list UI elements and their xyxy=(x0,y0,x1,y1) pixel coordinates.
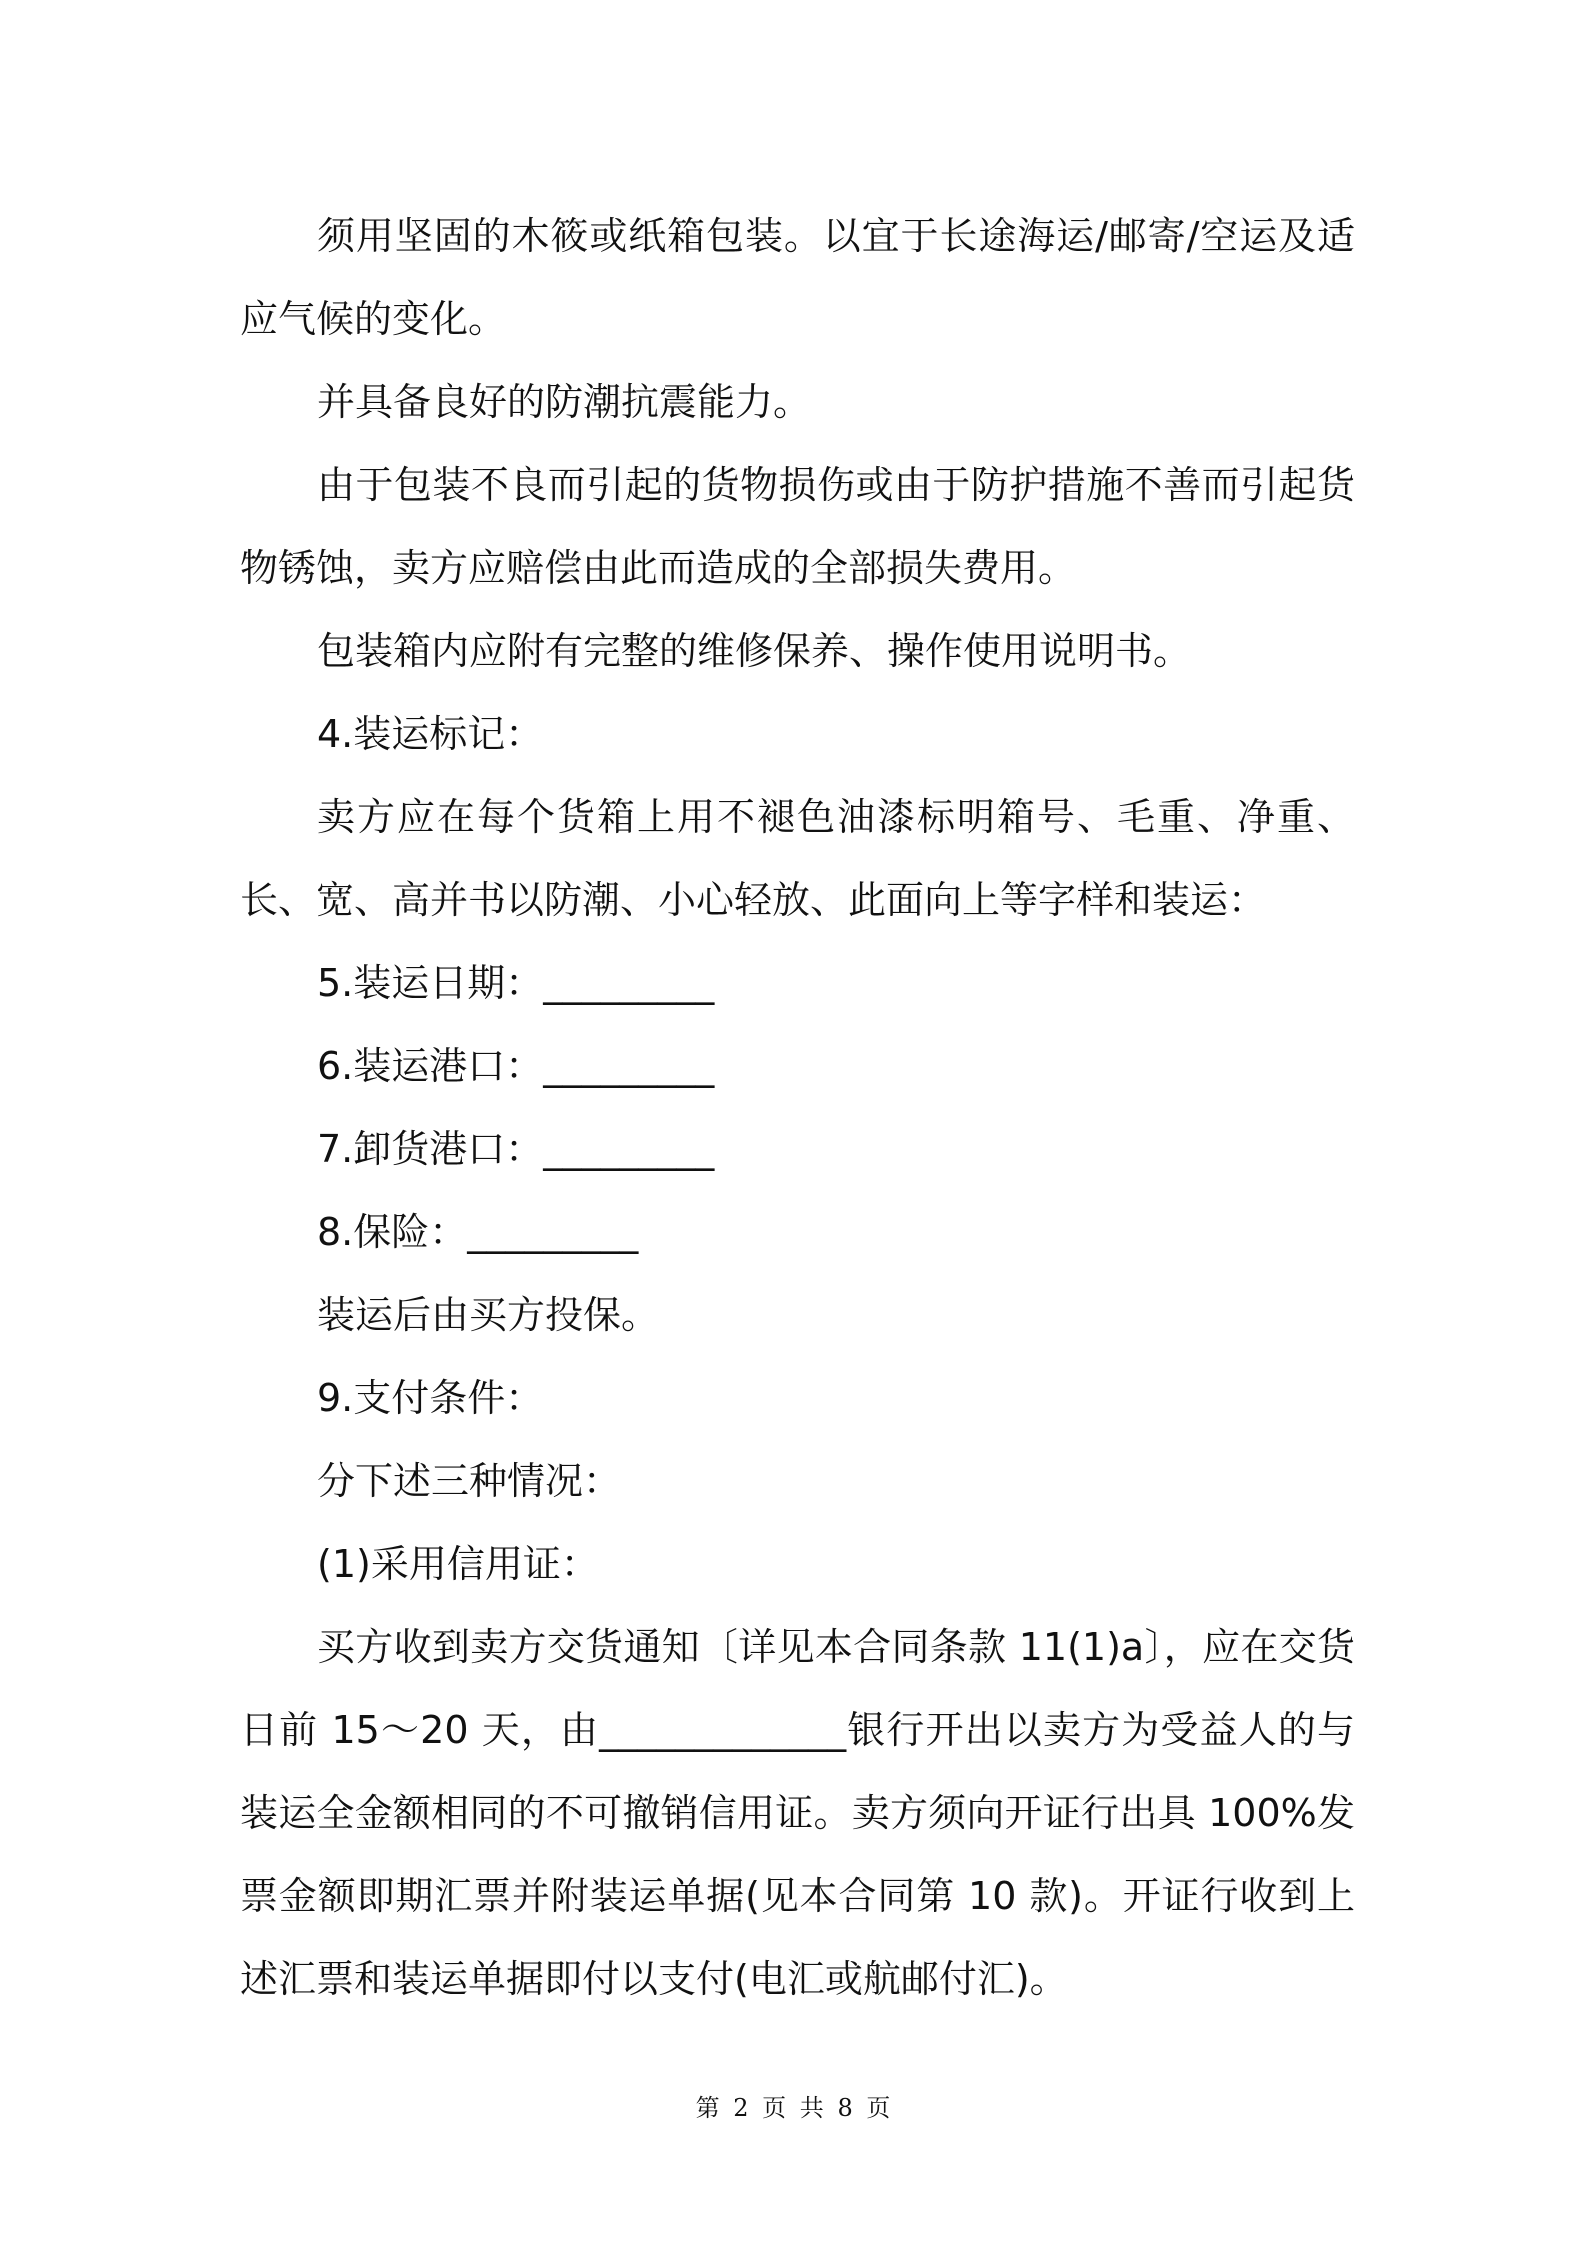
section-heading-shipping-marks: 4.装运标记： xyxy=(317,712,544,756)
page-number-footer: 第 2 页 共 8 页 xyxy=(695,2094,891,2122)
section-heading-payment-terms: 9.支付条件： xyxy=(317,1376,544,1420)
field-loading-port: 6.装运港口：_________ xyxy=(317,1044,715,1088)
paragraph: 买方收到卖方交货通知〔详见本合同条款 11(1)a〕，应在交货日前 15～20 天，由_____________银行开出以卖方为受益人的与装运全金额相同的不可撤销信用证。卖方须向开证行出具 100%发票金额即期汇票并附装运单据(见本合同第 10 款)。开证行收到上述汇票和装运单据即付以支付(电汇或航邮付汇)。 xyxy=(240,1625,1355,2001)
field-shipping-date: 5.装运日期：_________ xyxy=(317,961,715,1005)
paragraph: 须用坚固的木筱或纸箱包装。以宜于长途海运/邮寄/空运及适应气候的变化。 xyxy=(240,214,1355,341)
paragraph: 包装箱内应附有完整的维修保养、操作使用说明书。 xyxy=(317,629,1192,673)
subsection-heading-letter-of-credit: (1)采用信用证： xyxy=(317,1542,599,1586)
field-discharge-port: 7.卸货港口：_________ xyxy=(317,1127,715,1171)
paragraph: 并具备良好的防潮抗震能力。 xyxy=(317,380,812,424)
field-insurance: 8.保险：_________ xyxy=(317,1210,639,1254)
paragraph: 卖方应在每个货箱上用不褪色油漆标明箱号、毛重、净重、长、宽、高并书以防潮、小心轻放、此面向上等字样和装运： xyxy=(240,795,1355,922)
paragraph: 由于包装不良而引起的货物损伤或由于防护措施不善而引起货物锈蚀，卖方应赔偿由此而造成的全部损失费用。 xyxy=(240,463,1355,590)
document-body xyxy=(240,195,1355,2021)
paragraph: 分下述三种情况： xyxy=(317,1459,622,1503)
paragraph: 装运后由买方投保。 xyxy=(317,1293,660,1337)
